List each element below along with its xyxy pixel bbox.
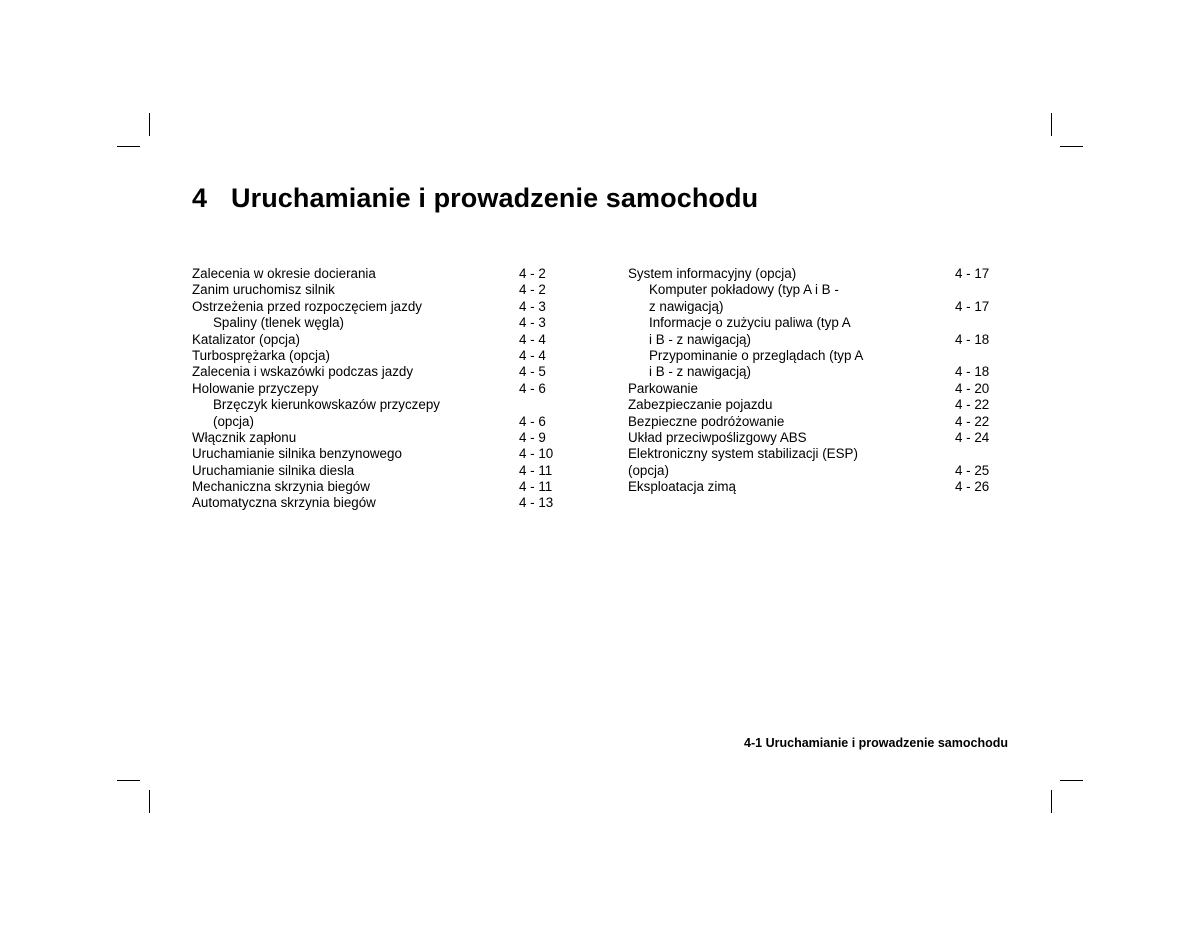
chapter-number: 4 xyxy=(192,183,208,213)
toc-entry xyxy=(192,348,556,364)
toc-left-column xyxy=(192,266,556,512)
crop-mark xyxy=(149,113,150,136)
toc-entry-label: Przypominanie o przeglądach (typ A xyxy=(649,347,864,363)
toc-entry-label: Turbosprężarka (opcja) xyxy=(192,347,330,363)
toc-entry xyxy=(192,479,556,495)
toc-entry xyxy=(192,397,556,413)
toc-entry-label: System informacyjny (opcja) xyxy=(628,266,797,281)
toc-entry-label: Mechaniczna skrzynia biegów xyxy=(192,479,370,495)
toc-entry xyxy=(628,479,992,495)
toc-entry-label: Eksploatacja zimą xyxy=(628,479,736,495)
toc-entry-label: Włącznik zapłonu xyxy=(192,429,297,445)
toc-entry xyxy=(628,266,992,282)
toc-entry-page: 4 - 17 xyxy=(955,266,990,281)
toc-entry-label: Ostrzeżenia przed rozpoczęciem jazdy xyxy=(192,298,422,314)
toc-entry-page: 4 - 26 xyxy=(955,479,990,495)
toc-entry xyxy=(628,446,992,462)
toc-entry-page: 4 - 20 xyxy=(955,380,990,396)
toc-entry-label: Uruchamianie silnika diesla xyxy=(192,462,355,478)
crop-mark xyxy=(117,780,140,781)
toc-entry-label: Brzęczyk kierunkowskazów przyczepy xyxy=(213,397,440,413)
crop-mark xyxy=(1051,113,1052,136)
toc-entry-page: 4 - 9 xyxy=(519,429,546,445)
toc-entry xyxy=(628,430,992,446)
toc-entry xyxy=(628,282,992,298)
crop-mark xyxy=(1060,780,1083,781)
toc-entry-page: 4 - 25 xyxy=(955,462,990,478)
toc-entry xyxy=(192,381,556,397)
toc-entry-label: Spaliny (tlenek węgla) xyxy=(213,315,344,331)
toc-entry-label: Informacje o zużyciu paliwa (typ A xyxy=(649,315,851,331)
toc-entry xyxy=(192,315,556,331)
toc-entry-page: 4 - 6 xyxy=(519,380,546,396)
toc-entry-page: 4 - 5 xyxy=(519,364,546,380)
toc-entry-label: Elektroniczny system stabilizacji (ESP) xyxy=(628,446,858,462)
toc-entry xyxy=(192,332,556,348)
page-footer: 4-1 Uruchamianie i prowadzenie samochodu xyxy=(744,736,1008,750)
toc-entry xyxy=(628,315,992,331)
toc-entry-page: 4 - 22 xyxy=(955,397,990,413)
toc-entry-label: (opcja) xyxy=(213,413,254,429)
toc-entry xyxy=(628,299,992,315)
toc-entry-label: Zabezpieczanie pojazdu xyxy=(628,397,773,413)
toc-entry-label: Zanim uruchomisz silnik xyxy=(192,282,335,298)
toc-entry-page: 4 - 13 xyxy=(519,495,554,511)
toc-entry-page: 4 - 11 xyxy=(519,479,553,495)
crop-mark xyxy=(1060,146,1083,147)
toc-entry xyxy=(192,446,556,462)
toc-entry xyxy=(192,495,556,511)
toc-entry-page: 4 - 22 xyxy=(955,413,990,429)
toc-entry-page: 4 - 2 xyxy=(519,266,546,281)
toc-entry-label: (opcja) xyxy=(628,462,669,478)
toc-entry-label: Katalizator (opcja) xyxy=(192,331,300,347)
toc-right-column xyxy=(628,266,992,495)
toc-entry xyxy=(192,364,556,380)
toc-entry xyxy=(628,381,992,397)
toc-entry-page: 4 - 2 xyxy=(519,282,546,298)
toc-entry-label: Komputer pokładowy (typ A i B - xyxy=(649,282,839,298)
toc-entry-label: i B - z nawigacją) xyxy=(649,331,751,347)
toc-entry-page: 4 - 4 xyxy=(519,347,546,363)
toc-entry-page: 4 - 17 xyxy=(955,298,990,314)
chapter-title xyxy=(192,183,758,214)
chapter-title-text: Uruchamianie i prowadzenie samochodu xyxy=(231,183,759,213)
toc-entry xyxy=(628,332,992,348)
toc-entry xyxy=(628,463,992,479)
toc-entry-label: Bezpieczne podróżowanie xyxy=(628,413,785,429)
crop-mark xyxy=(149,790,150,813)
toc-entry-page: 4 - 18 xyxy=(955,331,990,347)
toc-entry-page: 4 - 6 xyxy=(519,413,546,429)
toc-entry-label: Zalecenia w okresie docierania xyxy=(192,266,376,281)
toc-entry xyxy=(192,282,556,298)
toc-entry xyxy=(192,299,556,315)
toc-entry xyxy=(628,397,992,413)
toc-entry-label: Zalecenia i wskazówki podczas jazdy xyxy=(192,364,414,380)
toc-entry-page: 4 - 3 xyxy=(519,315,546,331)
toc-entry xyxy=(192,430,556,446)
crop-mark xyxy=(117,146,140,147)
toc-entry-page: 4 - 3 xyxy=(519,298,546,314)
toc-entry-page: 4 - 4 xyxy=(519,331,546,347)
toc-entry-label: Holowanie przyczepy xyxy=(192,380,319,396)
toc-entry-label: z nawigacją) xyxy=(649,298,724,314)
toc-entry-page: 4 - 10 xyxy=(519,446,554,462)
crop-mark xyxy=(1051,790,1052,813)
toc-entry xyxy=(192,463,556,479)
toc-entry-label: Automatyczna skrzynia biegów xyxy=(192,495,376,511)
toc-entry-label: Parkowanie xyxy=(628,380,698,396)
toc-entry-label: Uruchamianie silnika benzynowego xyxy=(192,446,402,462)
toc-entry-label: i B - z nawigacją) xyxy=(649,364,751,380)
toc-entry xyxy=(628,364,992,380)
toc-entry xyxy=(192,266,556,282)
toc-entry xyxy=(192,414,556,430)
toc-entry-page: 4 - 11 xyxy=(519,462,553,478)
toc-entry-page: 4 - 24 xyxy=(955,429,990,445)
toc-entry xyxy=(628,348,992,364)
toc-entry-page: 4 - 18 xyxy=(955,364,990,380)
toc-entry xyxy=(628,414,992,430)
toc-entry-label: Układ przeciwpoślizgowy ABS xyxy=(628,429,807,445)
